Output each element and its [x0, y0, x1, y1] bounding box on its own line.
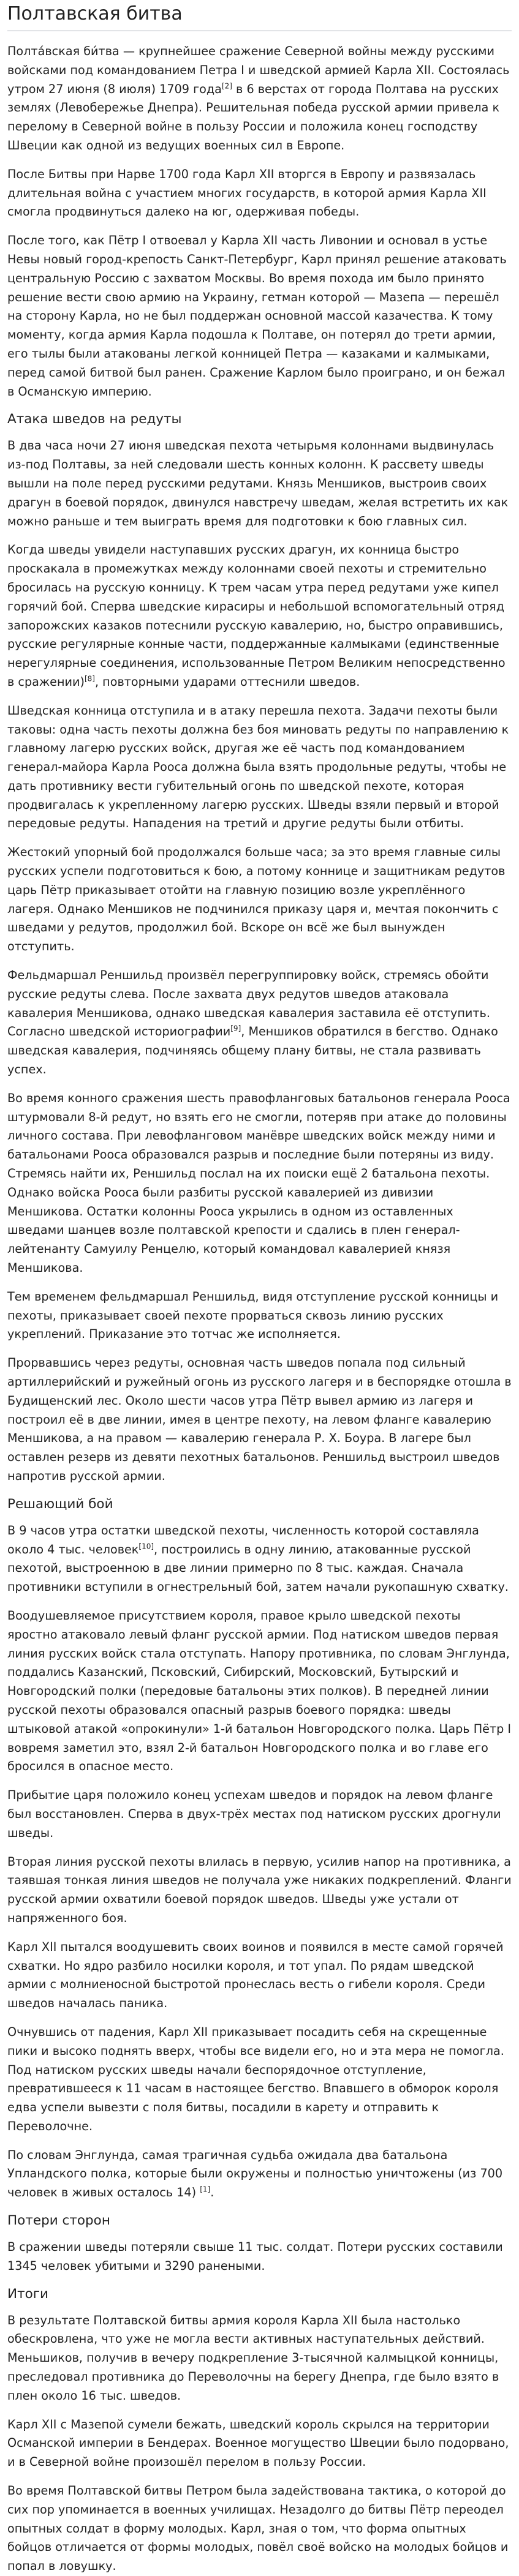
paragraph: Прорвавшись через редуты, основная часть шведов попала под сильный артиллерийский и ружейный огонь из русского лагеря и в беспорядке отошла в Будищенский лес. Около шести часов утра Пётр вывел армию из лагеря и построил её в две линии, имея в центре пехоту, на левом фланге кавалерию Меншикова, а на правом — кавалерию генерала Р. Х. Боура. В лагере был оставлен резерв из девяти пехотных батальонов. Реншильд выстроил шведов напротив русской армии.	[7, 1356, 512, 1483]
footnote-ref[interactable]: [10]	[138, 1542, 154, 1551]
article-body	[7, 42, 512, 2576]
paragraph: Прибытие царя положило конец успехам шведов и порядок на левом фланге был восстановлен. Сперва в двух-трёх местах под натиском русских дрогнули шведы.	[7, 1788, 501, 1840]
section-heading: Решающий бой	[7, 1496, 113, 1512]
paragraph: Во время конного сражения шесть правофланговых батальонов генерала Рооса штурмовали 8-й редут, но взять его не смогли, потеряв при атаке до половины личного состава. При левофланговом манёвре шведских войск между ними и батальонами Рооса образовался разрыв и последние были потеряны из виду. Стремясь найти их, Реншильд послал на их поиски ещё 2 батальона пехоты. Однако войска Рооса были разбиты русской кавалерией из дивизии Меншикова. Остатки колонны Рооса укрылись в одном из оставленных шведами шанцев возле полтавской крепости и сдались в плен генерал-лейтенанту Самуилу Ренцелю, который командовал кавалерией князя Меншикова.	[7, 1091, 510, 1275]
footnote-ref[interactable]: [8]	[84, 674, 95, 683]
paragraph: После того, как Пётр I отвоевал у Карла XII часть Ливонии и основал в устье Невы новый город-крепость Санкт-Петербург, Карл принял решение атаковать центральную Россию с захватом Москвы. Во время похода им было принято решение вести свою армию на Украину, гетман которой — Мазепа — перешёл на сторону Карла, но не был поддержан основной массой казачества. К тому моменту, когда армия Карла подошла к Полтаве, он потерял до трети армии, его тылы были атакованы легкой конницей Петра — казаками и калмыками, перед самой битвой был ранен. Сражение Карлом было проиграно, и он бежал в Османскую империю.	[7, 233, 507, 399]
paragraph: Фельдмаршал Реншильд произвёл перегруппировку войск, стремясь обойти русские редуты слева. После захвата двух редутов шведов атаковала кавалерия Меншикова, однако шведская кавалерия заставила её отступить. Согласно шведской историографии[9], Меншиков обратился в бегство. Однако шведская кавалерия, подчиняясь общему плану битвы, не стала развивать успех.	[7, 968, 498, 1077]
paragraph: Тем временем фельдмаршал Реншильд, видя отступление русской конницы и пехоты, приказывает своей пехоте прорваться сквозь линию русских укреплений. Приказание это тотчас же исполняется.	[7, 1289, 499, 1342]
paragraph: Когда шведы увидели наступавших русских драгун, их конница быстро проскакала в промежутках между колоннами своей пехоты и стремительно бросилась на русскую конницу. К трем часам утра перед редутами уже кипел горячий бой. Сперва шведские кирасиры и небольшой вспомогательный отряд запорожских казаков потеснили русскую кавалерию, но, быстро оправившись, русские регулярные конные части, поддержанные калмыками (единственные нерегулярные соединения, использованные Петром Великим непосредственно в сражении)[8], повторными ударами оттеснили шведов.	[7, 543, 506, 689]
paragraph: Вторая линия русской пехоты влилась в первую, усилив напор на противника, а таявшая тонкая линия шведов не получала уже никаких подкреплений. Фланги русской армии охватили боевой порядок шведов. Шведы уже устали от напряженного боя.	[7, 1854, 512, 1925]
paragraph: Карл XII пытался воодушевить своих воинов и появился в месте самой горячей схватки. Но ядро разбило носилки короля, и тот упал. По рядам шведской армии с молниеносной быстротой пронеслась весть о гибели короля. Среди шведов началась паника.	[7, 1939, 504, 2011]
paragraph: В два часа ночи 27 июня шведская пехота четырьмя колоннами выдвинулась из-под Полтавы, за ней следовали шесть конных колонн. К рассвету шведы вышли на поле перед русскими редутами. Князь Меншиков, выстроив своих драгун в боевой порядок, двинулся навстречу шведам, желая встретить их как можно раньше и тем выиграть время для подготовки к бою главных сил.	[7, 438, 509, 528]
paragraph: Во время Полтавской битвы Петром была задействована тактика, о которой до сих пор упоминается в военных училищах. Незадолго до битвы Пётр переодел опытных солдат в форму молодых. Карл, зная о том, что форма опытных бойцов отличается от формы молодых, повёл своё войско на молодых бойцов и попал в ловушку.	[7, 2484, 509, 2574]
section-heading: Итоги	[7, 2286, 49, 2302]
paragraph: В результате Полтавской битвы армия короля Карла XII была настолько обескровлена, что уже не могла вести активных наступательных действий. Меньшиков, получив в вечеру подкрепление 3-тысячной калмыцкой конницы, преследовал противника до Переволочны на берегу Днепра, где было взято в плен около 16 тыс. шведов.	[7, 2313, 499, 2403]
paragraph: Очнувшись от падения, Карл XII приказывает посадить себя на скрещенные пики и высоко поднять вверх, чтобы все видели его, но и эта мера не помогла. Под натиском русских шведы начали беспорядочное отступление, превратившееся к 11 часам в настоящее бегство. Впавшего в обморок короля едва успели вывезти с поля битвы, посадили в карету и отправить к Переволочне.	[7, 2024, 504, 2133]
paragraph: Карл XII с Мазепой сумели бежать, шведский король скрылся на территории Османской империи в Бендерах. Военное могущество Швеции было подорвано, и в Северной войне произошёл перелом в пользу России.	[7, 2417, 509, 2469]
paragraph: В сражении шведы потеряли свыше 11 тыс. солдат. Потери русских составили 1345 человек убитыми и 3290 ранеными.	[7, 2240, 503, 2273]
paragraph: Шведская конница отступила и в атаку перешла пехота. Задачи пехоты были таковы: одна часть пехоты должна без боя миновать редуты по направлению к главному лагерю русских войск, другая же её часть под командованием генерал-майора Карла Рооса должна была взять продольные редуты, чтобы не дать противнику вести губительный огонь по шведской пехоте, которая продвигалась к укрепленному лагерю русских. Шведы взяли первый и второй передовые редуты. Нападения на третий и другие редуты были отбиты.	[7, 703, 509, 831]
paragraph: Воодушевляемое присутствием короля, правое крыло шведской пехоты яростно атаковало левый фланг русской армии. Под натиском шведов первая линия русских войск стала отступать. Напору противника, по словам Энглунда, поддались Казанский, Псковский, Сибирский, Московский, Бутырский и Новгородский полки (передовые батальоны этих полков). В передней линии русской пехоты образовался опасный разрыв боевого порядка: шведы штыковой атакой «опрокинули» 1-й батальон Новгородского полка. Царь Пётр I вовремя заметил это, взял 2-й батальон Новгородского полка и во главе его бросился в опасное место.	[7, 1608, 512, 1774]
paragraph: В 9 часов утра остатки шведской пехоты, численность которой составляла около 4 тыс. человек[10], построились в одну линию, атакованные русской пехотой, выстроенною в две линии примерно по 8 тыс. каждая. Сначала противники вступили в огнестрельный бой, затем начали рукопашную схватку.	[7, 1523, 509, 1594]
paragraph: После Битвы при Нарве 1700 года Карл XII вторгся в Европу и развязалась длительная война с участием многих государств, в которой армия Карла XII смогла продвинуться далеко на юг, одерживая победы.	[7, 167, 487, 219]
page-title: Полтавская битва	[7, 2, 512, 31]
paragraph: Жестокий упорный бой продолжался больше часа; за это время главные силы русских успели подготовиться к бою, а потому коннице и защитникам редутов царь Пётр приказывает отойти на главную позицию возле укреплённого лагеря. Однако Меншиков не подчинился приказу царя и, мечтая покончить с шведами у редутов, продолжил бой. Вскоре он всё же был вынужден отступить.	[7, 845, 506, 954]
footnote-ref[interactable]: [9]	[230, 1024, 241, 1034]
footnote-ref[interactable]: [1]	[200, 2185, 211, 2194]
section-heading: Потери сторон	[7, 2213, 110, 2229]
paragraph: По словам Энглунда, самая трагичная судьба ожидала два батальона Упландского полка, которые были окружены и полностью уничтожены (из 700 человек в живых осталось 14) [1].	[7, 2147, 503, 2200]
paragraph: Полта́вская би́тва — крупнейшее сражение Северной войны между русскими войсками под командованием Петра I и шведской армией Карла XII. Состоялась утром 27 июня (8 июля) 1709 года[2] в 6 верстах от города Полтава на русских землях (Левобережье Днепра). Решительная победа русской армии привела к перелому в Северной войне в пользу России и положила конец господству Швеции как одной из ведущих военных сил в Европе.	[7, 44, 510, 152]
footnote-ref[interactable]: [2]	[221, 81, 232, 91]
section-heading: Атака шведов на редуты	[7, 411, 182, 427]
